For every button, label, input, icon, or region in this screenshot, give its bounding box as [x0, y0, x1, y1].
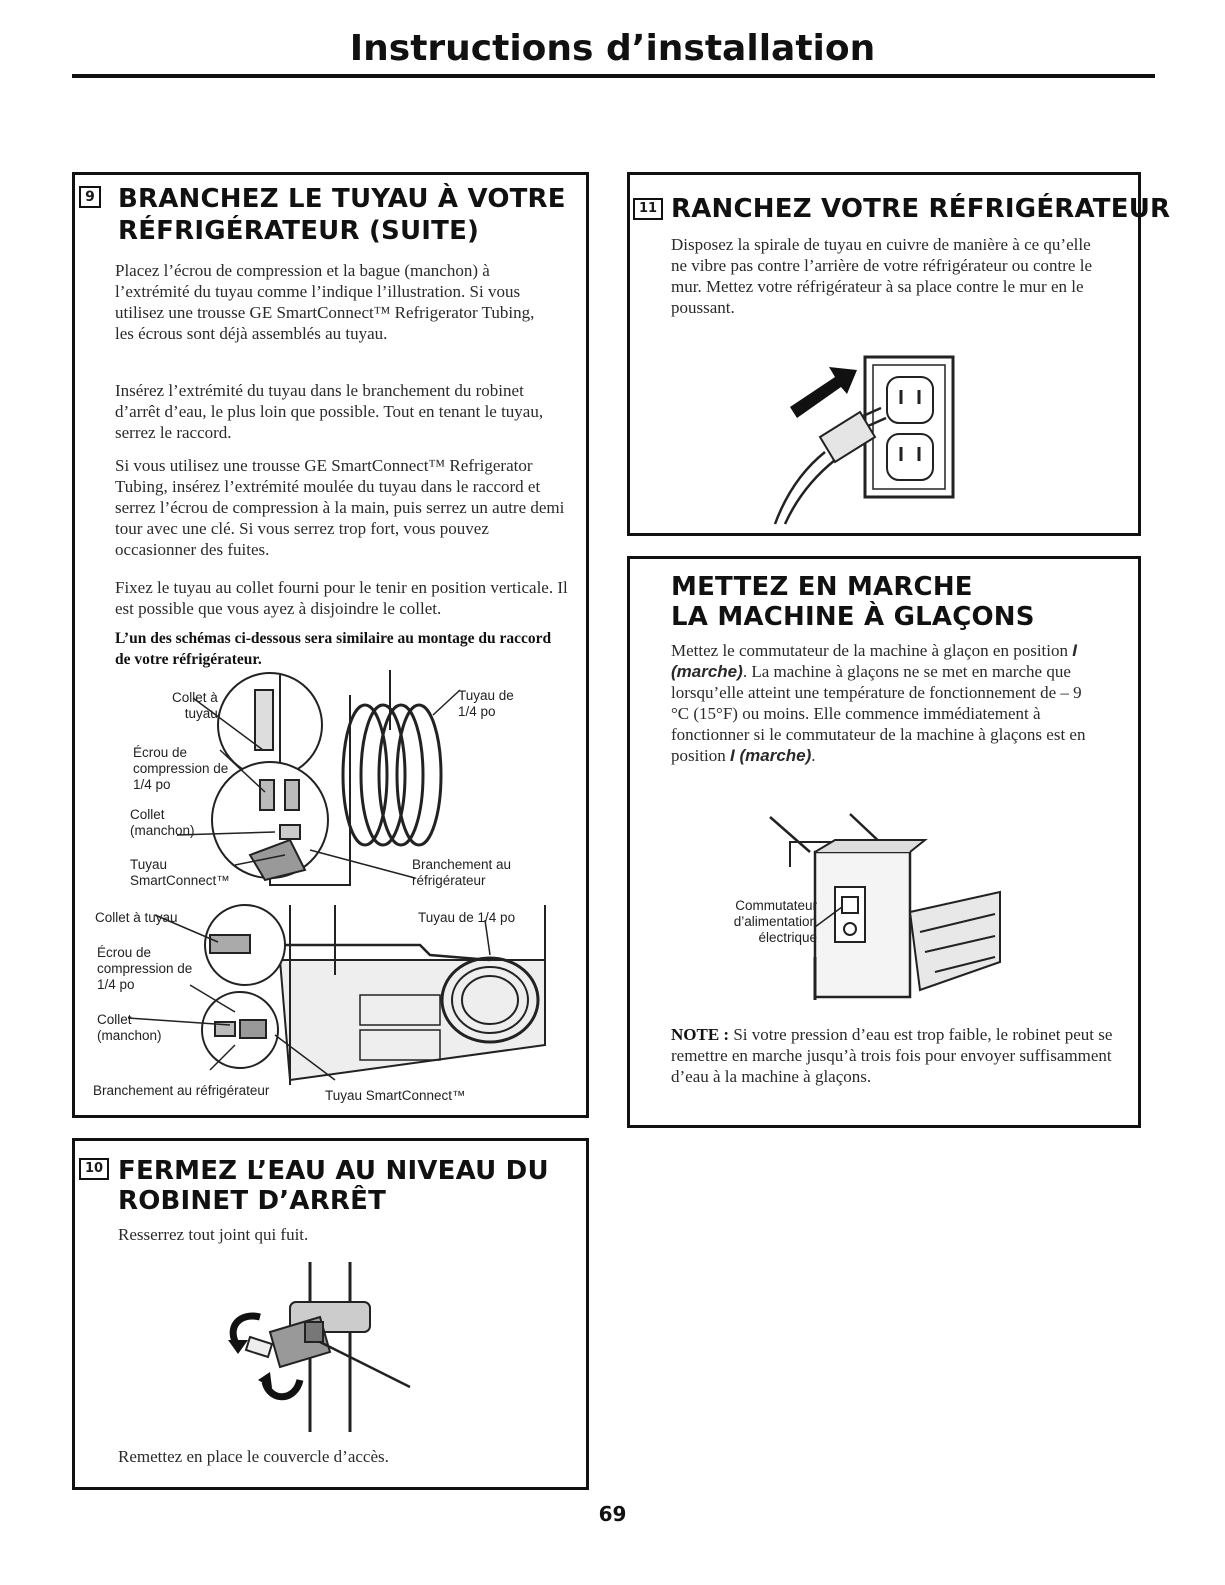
- label-top-collet-tuyau: Collet à tuyau: [172, 690, 218, 721]
- page-title: Instructions d’installation: [349, 28, 876, 69]
- step11-text: Disposez la spirale de tuyau en cuivre de manière à ce qu’elle ne vibre pas contre l’arrière de votre réfrigérateur ou contre le mur. Mettez votre réfrigérateur à sa place contre le mur en le poussant.: [671, 235, 1092, 317]
- step9-paragraph-1: Placez l’écrou de compression et la bague (manchon) à l’extrémité du tuyau comme l’indique l’illustration. Si vous utilisez une trousse GE SmartConnect™ Refrigerator Tubing, les écrous sont déjà assemblés au tuyau.: [115, 261, 535, 343]
- icemaker-text: [671, 640, 1101, 766]
- step9-paragraph-4: Fixez le tuyau au collet fourni pour le tenir en position verticale. Il est possible que vous ayez à disjoindre le collet.: [115, 578, 568, 618]
- step9-diagram-bottom: [90, 900, 560, 1105]
- step11-heading: RANCHEZ VOTRE RÉFRIGÉRATEUR: [671, 194, 1171, 224]
- icemaker-text-b: . La machine à glaçons ne se met en marche que lorsqu’elle atteint une température de fonctionnement de – 9 °C (15°F) ou moins. Elle commence immédiatement à fonctionner si le commutateur de la machine à glaçons est en position: [671, 662, 1086, 765]
- icemaker-text-a: Mettez le commutateur de la machine à glaçon en position: [671, 641, 1073, 660]
- label-top-collet-manchon: Collet (manchon): [130, 807, 195, 838]
- label-bottom-tuyau-14: Tuyau de 1/4 po: [418, 910, 516, 925]
- label-top-tuyau-14: Tuyau de 1/4 po: [458, 688, 514, 719]
- icemaker-marche-2: I (marche): [730, 746, 812, 765]
- label-bottom-branchement: Branchement au réfrigérateur: [93, 1083, 270, 1098]
- icemaker-switch-label: Commutateur d’alimentation électrique: [733, 898, 817, 945]
- label-top-ecrou: Écrou de compression de 1/4 po: [133, 745, 229, 792]
- step9-heading-line1: BRANCHEZ LE TUYAU À VOTRE: [118, 184, 566, 214]
- step9-note: L’un des schémas ci-dessous sera similaire au montage du raccord de votre réfrigérateur.: [115, 630, 552, 668]
- label-bottom-tuyau-smart: Tuyau SmartConnect™: [325, 1088, 466, 1103]
- step11-number: 11: [633, 198, 663, 220]
- label-bottom-collet-tuyau: Collet à tuyau: [95, 910, 178, 925]
- label-top-tuyau-smart: Tuyau SmartConnect™: [130, 857, 230, 888]
- step10-heading-line1: FERMEZ L’EAU AU NIVEAU DU: [118, 1156, 549, 1186]
- label-top-branchement: Branchement au réfrigérateur: [412, 857, 512, 888]
- step10-heading-line2: ROBINET D’ARRÊT: [118, 1186, 387, 1216]
- step11-outlet-illustration: [765, 352, 965, 527]
- step10-text-1: Resserrez tout joint qui fuit.: [118, 1225, 309, 1244]
- label-bottom-collet-manchon: Collet (manchon): [97, 1012, 162, 1043]
- icemaker-heading-line1: METTEZ EN MARCHE: [671, 572, 973, 602]
- step10-valve-illustration: [210, 1262, 430, 1432]
- step9-heading-line2: RÉFRIGÉRATEUR (SUITE): [118, 216, 480, 246]
- step10-number: 10: [79, 1158, 109, 1180]
- icemaker-note-label: NOTE :: [671, 1025, 730, 1044]
- step9-number: 9: [79, 186, 101, 208]
- step9-paragraph-2: Insérez l’extrémité du tuyau dans le branchement du robinet d’arrêt d’eau, le plus loin que possible. Tout en tenant le tuyau, serrez le raccord.: [115, 381, 544, 442]
- step9-paragraph-3: Si vous utilisez une trousse GE SmartConnect™ Refrigerator Tubing, insérez l’extrémité moulée du tuyau dans le raccord et serrez l’écrou de compression à la main, puis serrez un autre demi tour avec une clé. Si vous serrez trop fort, vous pouvez occasionner des fuites.: [115, 456, 565, 559]
- step10-text-2: Remettez en place le couvercle d’accès.: [118, 1447, 389, 1466]
- title-rule: [72, 74, 1155, 78]
- icemaker-note-text: Si votre pression d’eau est trop faible, le robinet peut se remettre en marche jusqu’à trois fois pour envoyer suffisamment d’eau à la machine à glaçons.: [671, 1025, 1113, 1086]
- icemaker-note: [671, 1024, 1116, 1087]
- icemaker-text-c: .: [811, 746, 816, 765]
- icemaker-heading-line2: LA MACHINE À GLAÇONS: [671, 602, 1035, 632]
- page-number: 69: [598, 1502, 627, 1526]
- icemaker-marche-1: I (marche): [671, 641, 1077, 681]
- label-bottom-ecrou: Écrou de compression de 1/4 po: [97, 945, 193, 992]
